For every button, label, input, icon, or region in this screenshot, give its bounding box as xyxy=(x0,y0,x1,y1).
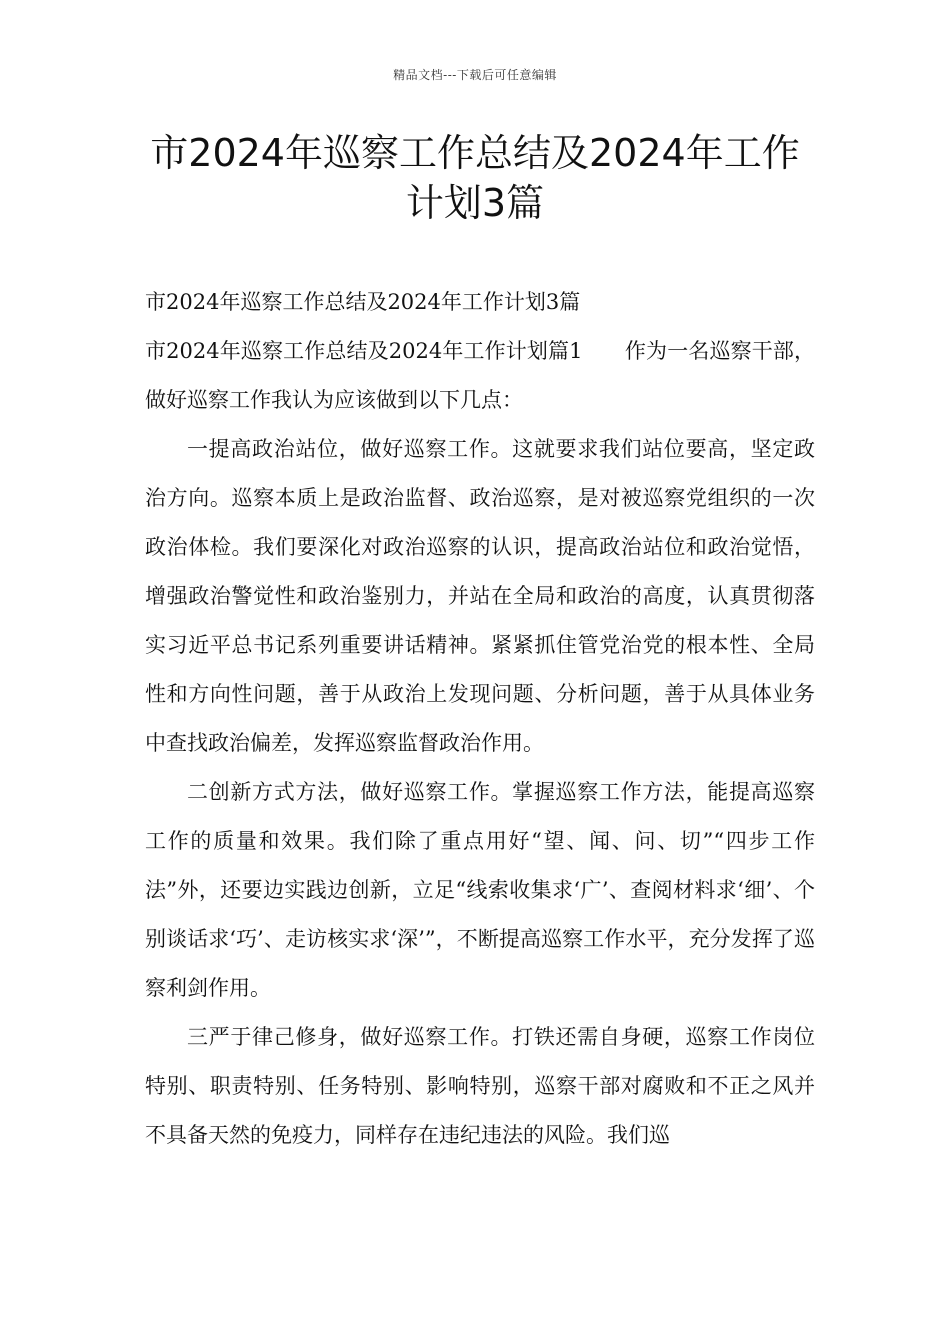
title-line-2: 计划3篇 xyxy=(405,181,545,225)
header-note: 精品文档---下载后可任意编辑 xyxy=(393,68,557,82)
title-line-1: 市2024年巡察工作总结及2024年工作 xyxy=(150,131,800,175)
document-body xyxy=(145,278,815,1160)
subtitle-paragraph: 市2024年巡察工作总结及2024年工作计划3篇 xyxy=(145,290,581,314)
intro-paragraph: 市2024年巡察工作总结及2024年工作计划篇1 作为一名巡察干部，做好巡察工作我认为应该做到以下几点： xyxy=(145,339,815,412)
paragraph-point-2: 二创新方式方法，做好巡察工作。掌握巡察工作方法，能提高巡察工作的质量和效果。我们除了重点用好“望、闻、问、切”“四步工作法”外，还要边实践边创新，立足“线索收集求‘广’、查阅材料求‘细’、个别谈话求‘巧’、走访核实求‘深’”，不断提高巡察工作水平，充分发挥了巡察利剑作用。 xyxy=(145,780,815,1000)
document-title xyxy=(120,128,830,228)
paragraph-point-1: 一提高政治站位，做好巡察工作。这就要求我们站位要高，坚定政治方向。巡察本质上是政治监督、政治巡察，是对被巡察党组织的一次政治体检。我们要深化对政治巡察的认识，提高政治站位和政治觉悟，增强政治警觉性和政治鉴别力，并站在全局和政治的高度，认真贯彻落实习近平总书记系列重要讲话精神。紧紧抓住管党治党的根本性、全局性和方向性问题，善于从政治上发现问题、分析问题，善于从具体业务中查找政治偏差，发挥巡察监督政治作用。 xyxy=(145,437,815,755)
paragraph-point-3: 三严于律己修身，做好巡察工作。打铁还需自身硬，巡察工作岗位特别、职责特别、任务特别、影响特别，巡察干部对腐败和不正之风并不具备天然的免疫力，同样存在违纪违法的风险。我们巡 xyxy=(145,1025,815,1147)
